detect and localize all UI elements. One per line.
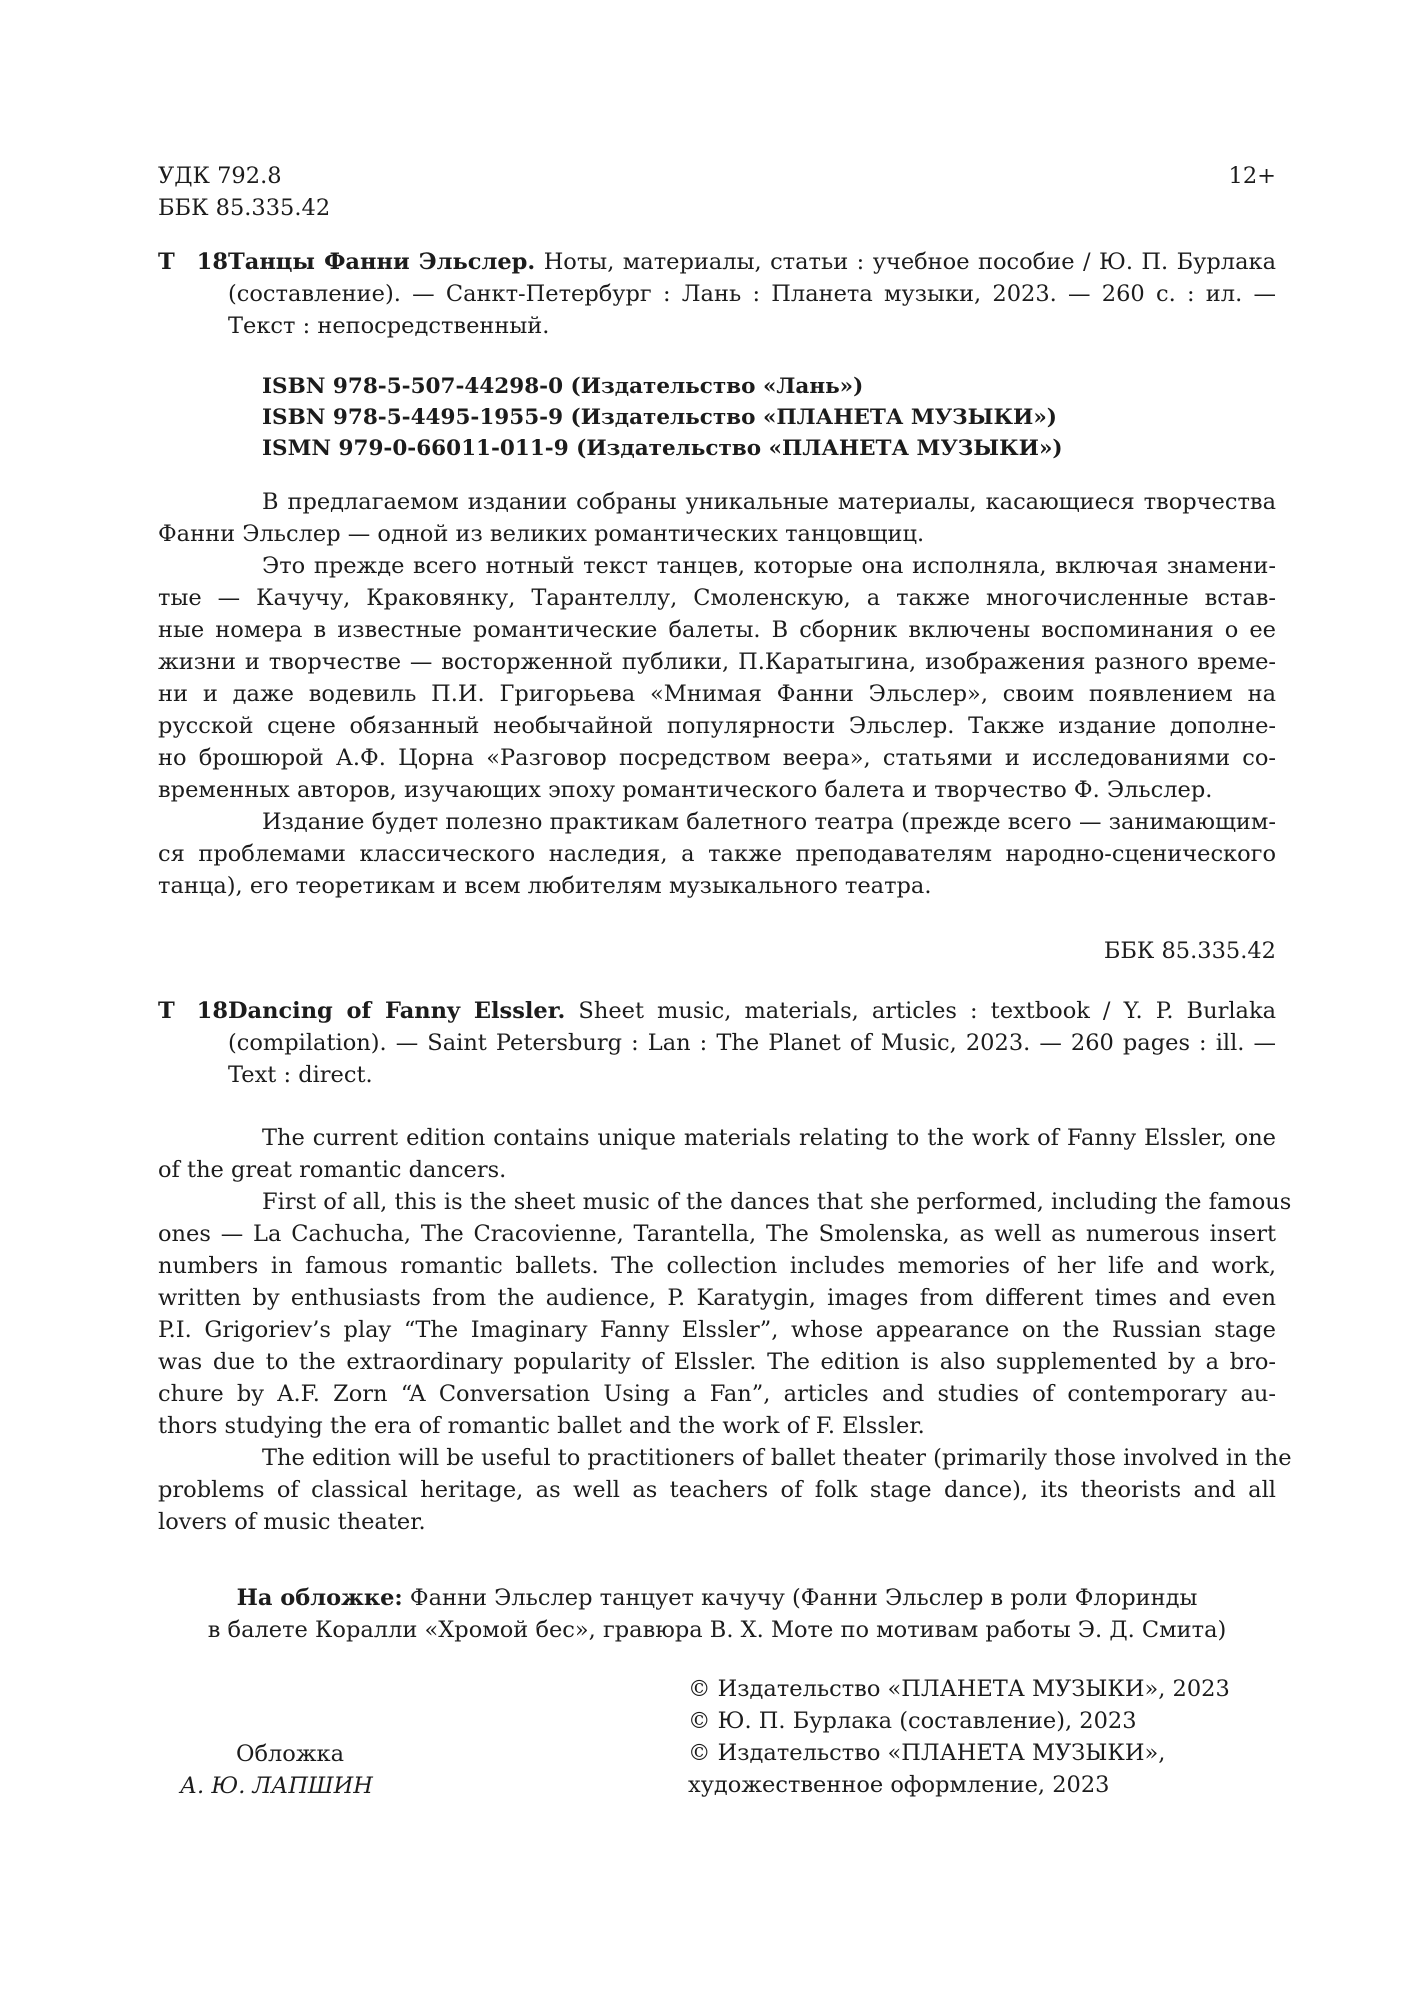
ru-abstract-line: Издание будет полезно практикам балетного театра (прежде всего — занимающим- bbox=[262, 809, 1276, 835]
ru-entry-title: Танцы Фанни Эльслер. bbox=[228, 249, 536, 275]
ru-entry-line3: Текст : непосредственный. bbox=[228, 313, 550, 339]
cover-note-label: На обложке: bbox=[236, 1585, 403, 1611]
ru-entry-line2: (составление). — Санкт-Петербург : Лань : Планета музыки, 2023. — 260 с. : ил. — bbox=[228, 281, 1276, 307]
en-entry-title: Dancing of Fanny Elssler. bbox=[228, 998, 566, 1024]
ru-abstract bbox=[158, 486, 1276, 902]
ru-abstract-line: ни и даже водевиль П.И. Григорьева «Мнимая Фанни Эльслер», своим появлением на bbox=[158, 681, 1276, 707]
en-abstract bbox=[158, 1122, 1292, 1538]
ru-entry-code: Т 18 bbox=[158, 249, 228, 275]
copyright-line: художественное оформление, 2023 bbox=[688, 1772, 1110, 1798]
ru-abstract-line: ся проблемами классического наследия, а также преподавателям народно-сценического bbox=[158, 841, 1276, 867]
en-abstract-line: thors studying the era of romantic ballet and the work of F. Elssler. bbox=[158, 1413, 925, 1439]
en-entry-line1: Sheet music, materials, articles : textbook / Y. P. Burlaka bbox=[565, 998, 1276, 1024]
en-abstract-line: numbers in famous romantic ballets. The collection includes memories of her life and work, bbox=[158, 1253, 1276, 1279]
copyright-line: © Ю. П. Бурлака (составление), 2023 bbox=[688, 1708, 1137, 1734]
cover-designer-credit bbox=[180, 1738, 373, 1802]
en-abstract-line: of the great romantic dancers. bbox=[158, 1157, 507, 1183]
en-abstract-line: lovers of music theater. bbox=[158, 1509, 426, 1535]
en-abstract-line: First of all, this is the sheet music of the dances that she performed, including the famous bbox=[262, 1189, 1292, 1215]
copyright-block bbox=[688, 1673, 1230, 1801]
en-bibliographic-entry bbox=[158, 995, 1276, 1091]
cover-note-line2: в балете Коралли «Хромой бес», гравюра В. Х. Моте по мотивам работы Э. Д. Смита) bbox=[207, 1617, 1227, 1643]
cover-credit-label: Обложка bbox=[236, 1741, 345, 1767]
en-abstract-line: The edition will be useful to practitioners of ballet theater (primarily those involved in the bbox=[262, 1445, 1292, 1471]
ru-abstract-line: жизни и творчестве — восторженной публики, П.Каратыгина, изображения разного време- bbox=[158, 649, 1276, 675]
ru-abstract-line: русской сцене обязанный необычайной популярности Эльслер. Также издание дополне- bbox=[158, 713, 1276, 739]
bbk-code-right: ББК 85.335.42 bbox=[1103, 938, 1276, 964]
en-entry-code: T 18 bbox=[158, 998, 228, 1024]
cover-credit-name: А. Ю. ЛАПШИН bbox=[180, 1773, 373, 1799]
ru-bibliographic-entry bbox=[158, 246, 1276, 342]
en-abstract-line: P.I. Grigoriev’s play “The Imaginary Fanny Elssler”, whose appearance on the Russian stage bbox=[158, 1317, 1276, 1343]
ru-abstract-line: временных авторов, изучающих эпоху романтического балета и творчество Ф. Эльслер. bbox=[158, 777, 1213, 803]
ru-entry-line1: Ноты, материалы, статьи : учебное пособие / Ю. П. Бурлака bbox=[535, 249, 1276, 275]
cover-note bbox=[158, 1582, 1276, 1646]
isbn-lan: ISBN 978-5-507-44298-0 (Издательство «Лань») bbox=[262, 374, 864, 399]
en-abstract-line: written by enthusiasts from the audience, P. Karatygin, images from different times and even bbox=[158, 1285, 1276, 1311]
copyright-line: © Издательство «ПЛАНЕТА МУЗЫКИ», bbox=[688, 1740, 1166, 1766]
en-abstract-line: problems of classical heritage, as well as teachers of folk stage dance), its theorists and all bbox=[158, 1477, 1276, 1503]
en-abstract-line: was due to the extraordinary popularity of Elssler. The edition is also supplemented by a bro- bbox=[158, 1349, 1276, 1375]
classification-codes bbox=[158, 160, 330, 224]
ru-abstract-line: Это прежде всего нотный текст танцев, которые она исполняла, включая знамени- bbox=[262, 553, 1276, 579]
isbn-list bbox=[262, 371, 1063, 464]
ru-abstract-line: В предлагаемом издании собраны уникальные материалы, касающиеся творчества bbox=[262, 489, 1276, 515]
bbk-code: ББК 85.335.42 bbox=[158, 195, 331, 221]
ru-abstract-line: но брошюрой А.Ф. Цорна «Разговор посредством веера», статьями и исследованиями со- bbox=[158, 745, 1276, 771]
ru-abstract-line: ные номера в известные романтические балеты. В сборник включены воспоминания о ее bbox=[158, 617, 1276, 643]
ru-abstract-line: Фанни Эльслер — одной из великих романтических танцовщиц. bbox=[158, 521, 925, 547]
en-entry-line2: (compilation). — Saint Petersburg : Lan : The Planet of Music, 2023. — 260 pages : ill. — bbox=[228, 1030, 1276, 1056]
en-abstract-line: ones — La Cachucha, The Cracovienne, Tarantella, The Smolenska, as well as numerous insert bbox=[158, 1221, 1276, 1247]
ismn-planeta: ISMN 979-0-66011-011-9 (Издательство «ПЛАНЕТА МУЗЫКИ») bbox=[262, 436, 1063, 461]
cover-note-line1: Фанни Эльслер танцует качучу (Фанни Эльслер в роли Флоринды bbox=[402, 1585, 1198, 1611]
en-entry-line3: Text : direct. bbox=[228, 1062, 373, 1088]
ru-abstract-line: танца), его теоретикам и всем любителям музыкального театра. bbox=[158, 873, 932, 899]
en-abstract-line: The current edition contains unique materials relating to the work of Fanny Elssler, one bbox=[262, 1125, 1276, 1151]
isbn-planeta: ISBN 978-5-4495-1955-9 (Издательство «ПЛАНЕТА МУЗЫКИ») bbox=[262, 405, 1057, 430]
copyright-line: © Издательство «ПЛАНЕТА МУЗЫКИ», 2023 bbox=[688, 1676, 1230, 1702]
en-abstract-line: chure by A.F. Zorn “A Conversation Using a Fan”, articles and studies of contemporary au- bbox=[158, 1381, 1276, 1407]
udk-code: УДК 792.8 bbox=[158, 163, 282, 189]
age-rating: 12+ bbox=[1228, 163, 1276, 189]
ru-abstract-line: тые — Качучу, Краковянку, Тарантеллу, Смоленскую, а также многочисленные встав- bbox=[158, 585, 1276, 611]
